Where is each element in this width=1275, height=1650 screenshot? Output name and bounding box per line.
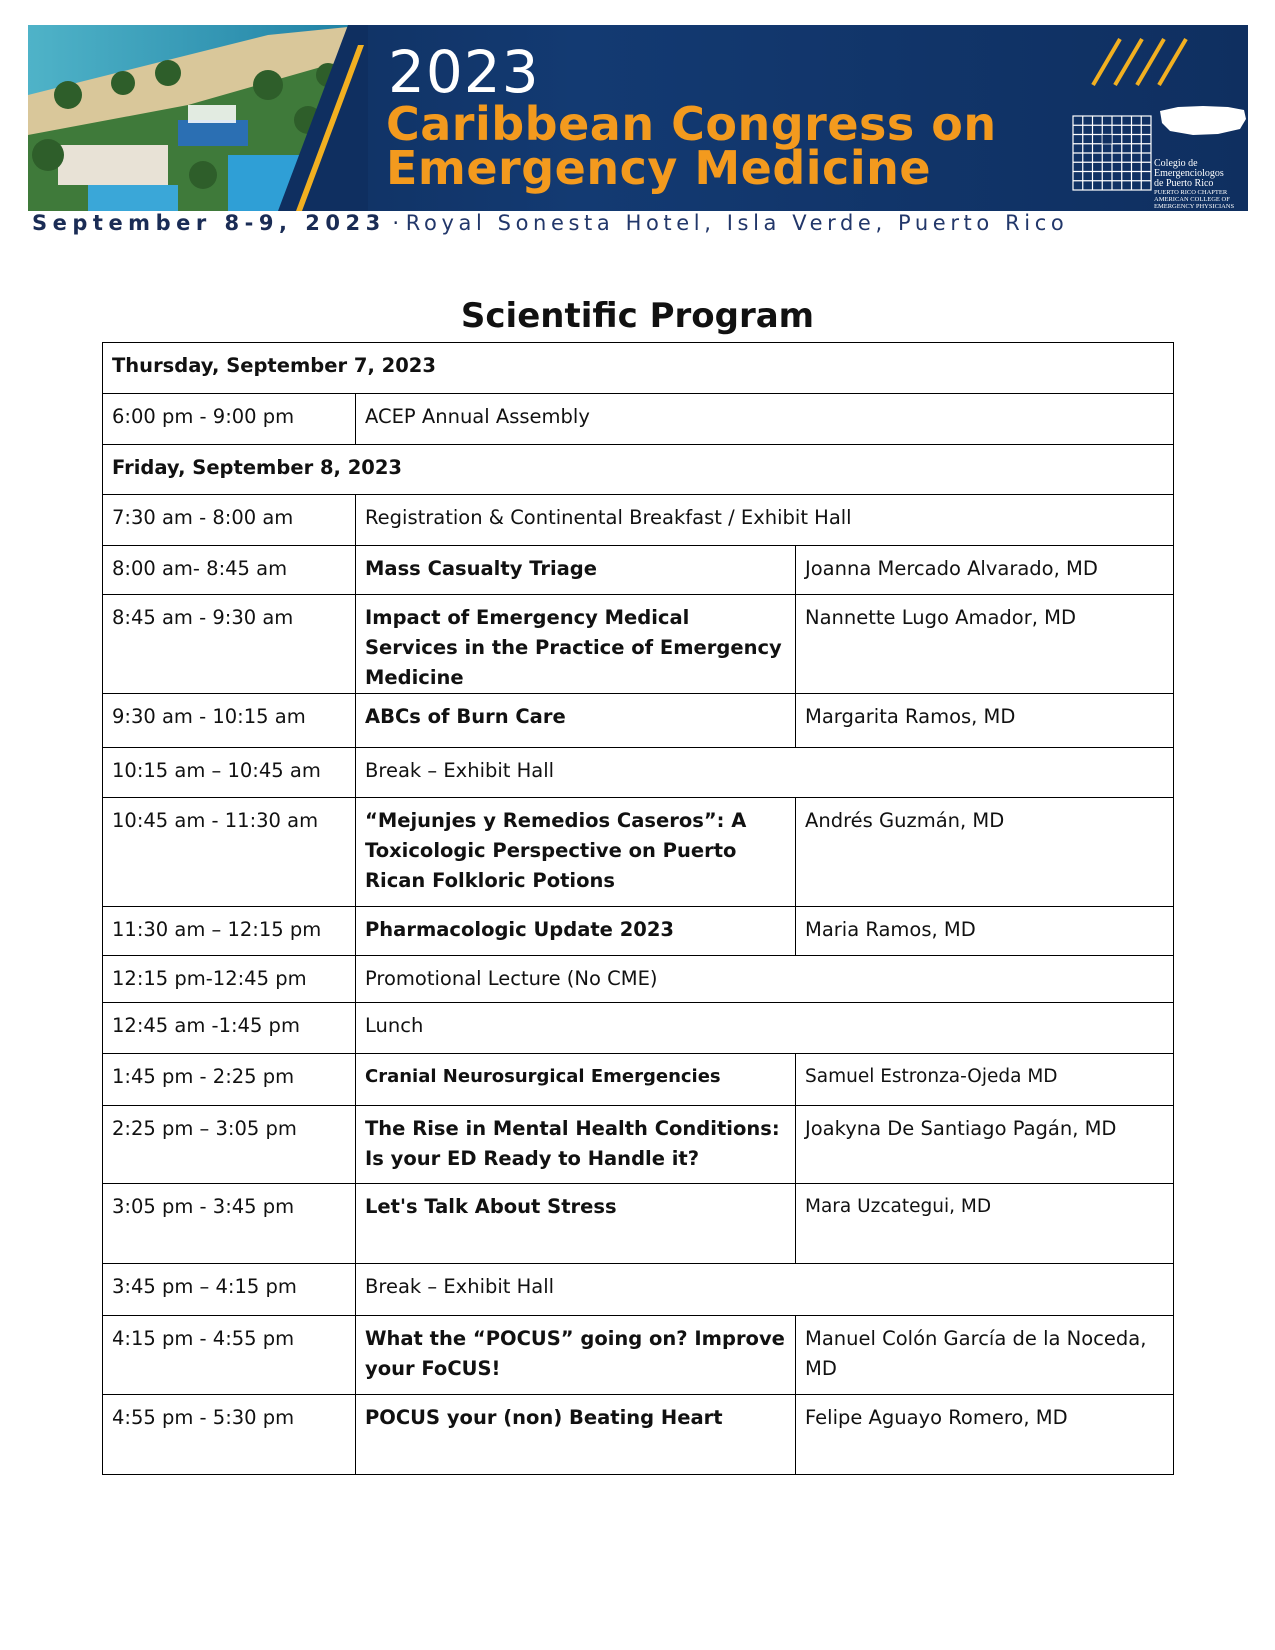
table-row xyxy=(103,798,1174,907)
session-time: 10:45 am - 11:30 am xyxy=(103,798,356,907)
session-topic: “Mejunjes y Remedios Caseros”: A Toxicologic Perspective on Puerto Rican Folkloric Potions xyxy=(356,798,796,907)
banner-year: 2023 xyxy=(388,38,540,106)
session-topic: Registration & Continental Breakfast / Exhibit Hall xyxy=(356,495,1174,546)
session-topic: Lunch xyxy=(356,1003,1174,1054)
session-time: 6:00 pm - 9:00 pm xyxy=(103,394,356,445)
session-topic: Break – Exhibit Hall xyxy=(356,748,1174,798)
session-topic: ABCs of Burn Care xyxy=(356,694,796,748)
table-row xyxy=(103,495,1174,546)
table-row xyxy=(103,595,1174,694)
session-time: 4:15 pm - 4:55 pm xyxy=(103,1316,356,1395)
session-topic: Let's Talk About Stress xyxy=(356,1184,796,1264)
session-topic: Promotional Lecture (No CME) xyxy=(356,956,1174,1003)
session-time: 3:45 pm – 4:15 pm xyxy=(103,1264,356,1316)
event-date: September 8-9, 2023 xyxy=(32,211,386,235)
table-row xyxy=(103,1003,1174,1054)
day-header: Friday, September 8, 2023 xyxy=(103,445,1174,495)
logo-text-line: EMERGENCY PHYSICIANS xyxy=(1154,203,1235,210)
stripes-decoration-icon xyxy=(1088,37,1188,87)
session-topic: What the “POCUS” going on? Improve your FoCUS! xyxy=(356,1316,796,1395)
session-speaker: Margarita Ramos, MD xyxy=(796,694,1174,748)
table-row xyxy=(103,394,1174,445)
session-time: 1:45 pm - 2:25 pm xyxy=(103,1054,356,1106)
session-time: 7:30 am - 8:00 am xyxy=(103,495,356,546)
session-time: 9:30 am - 10:15 am xyxy=(103,694,356,748)
logo-grid-icon xyxy=(1072,115,1152,191)
session-time: 8:00 am- 8:45 am xyxy=(103,546,356,595)
table-row xyxy=(103,1184,1174,1264)
session-time: 8:45 am - 9:30 am xyxy=(103,595,356,694)
session-topic: The Rise in Mental Health Conditions: Is your ED Ready to Handle it? xyxy=(356,1106,796,1184)
table-row xyxy=(103,1316,1174,1395)
session-topic: Mass Casualty Triage xyxy=(356,546,796,595)
event-venue: Royal Sonesta Hotel, Isla Verde, Puerto Rico xyxy=(405,211,1069,235)
table-row xyxy=(103,1264,1174,1316)
session-speaker: Mara Uzcategui, MD xyxy=(796,1184,1174,1264)
session-time: 11:30 am – 12:15 pm xyxy=(103,907,356,956)
session-topic: ACEP Annual Assembly xyxy=(356,394,1174,445)
session-speaker: Joanna Mercado Alvarado, MD xyxy=(796,546,1174,595)
session-time: 3:05 pm - 3:45 pm xyxy=(103,1184,356,1264)
day-header-row xyxy=(103,343,1174,394)
table-row xyxy=(103,1395,1174,1475)
table-row xyxy=(103,546,1174,595)
session-topic: Cranial Neurosurgical Emergencies xyxy=(356,1054,796,1106)
session-speaker: Felipe Aguayo Romero, MD xyxy=(796,1395,1174,1475)
session-topic: POCUS your (non) Beating Heart xyxy=(356,1395,796,1475)
date-venue-separator: · xyxy=(392,211,400,235)
session-topic: Impact of Emergency Medical Services in the Practice of Emergency Medicine xyxy=(356,595,796,694)
session-time: 4:55 pm - 5:30 pm xyxy=(103,1395,356,1475)
page-title: Scientific Program xyxy=(460,296,815,336)
session-topic: Break – Exhibit Hall xyxy=(356,1264,1174,1316)
session-time: 2:25 pm – 3:05 pm xyxy=(103,1106,356,1184)
table-row xyxy=(103,1106,1174,1184)
logo-text-line: AMERICAN COLLEGE OF xyxy=(1154,196,1230,203)
session-topic: Pharmacologic Update 2023 xyxy=(356,907,796,956)
session-speaker: Nannette Lugo Amador, MD xyxy=(796,595,1174,694)
logo-text-line: Emergenciologos xyxy=(1154,168,1224,179)
puerto-rico-map-icon xyxy=(1158,101,1248,141)
session-time: 10:15 am – 10:45 am xyxy=(103,748,356,798)
table-row xyxy=(103,956,1174,1003)
logo-text-line: Colegio de xyxy=(1154,158,1198,169)
banner-title-line-2: Emergency Medicine xyxy=(386,141,932,195)
day-header-row xyxy=(103,445,1174,495)
session-speaker: Joakyna De Santiago Pagán, MD xyxy=(796,1106,1174,1184)
session-speaker: Maria Ramos, MD xyxy=(796,907,1174,956)
day-header: Thursday, September 7, 2023 xyxy=(103,343,1174,394)
session-time: 12:45 am -1:45 pm xyxy=(103,1003,356,1054)
session-time: 12:15 pm-12:45 pm xyxy=(103,956,356,1003)
session-speaker: Manuel Colón García de la Noceda, MD xyxy=(796,1316,1174,1395)
table-row xyxy=(103,694,1174,748)
logo-text-line: PUERTO RICO CHAPTER xyxy=(1154,189,1228,196)
table-row xyxy=(103,1054,1174,1106)
event-banner xyxy=(28,25,1248,211)
beach-resort-photo xyxy=(28,25,368,211)
event-date-venue xyxy=(32,210,1252,236)
session-speaker: Samuel Estronza-Ojeda MD xyxy=(796,1054,1174,1106)
colegio-emergenciologos-logo xyxy=(1072,101,1248,209)
banner-title-line-1: Caribbean Congress on xyxy=(386,97,997,151)
session-speaker: Andrés Guzmán, MD xyxy=(796,798,1174,907)
schedule-table xyxy=(102,342,1174,1475)
table-row xyxy=(103,748,1174,798)
table-row xyxy=(103,907,1174,956)
logo-text-line: de Puerto Rico xyxy=(1154,178,1214,189)
